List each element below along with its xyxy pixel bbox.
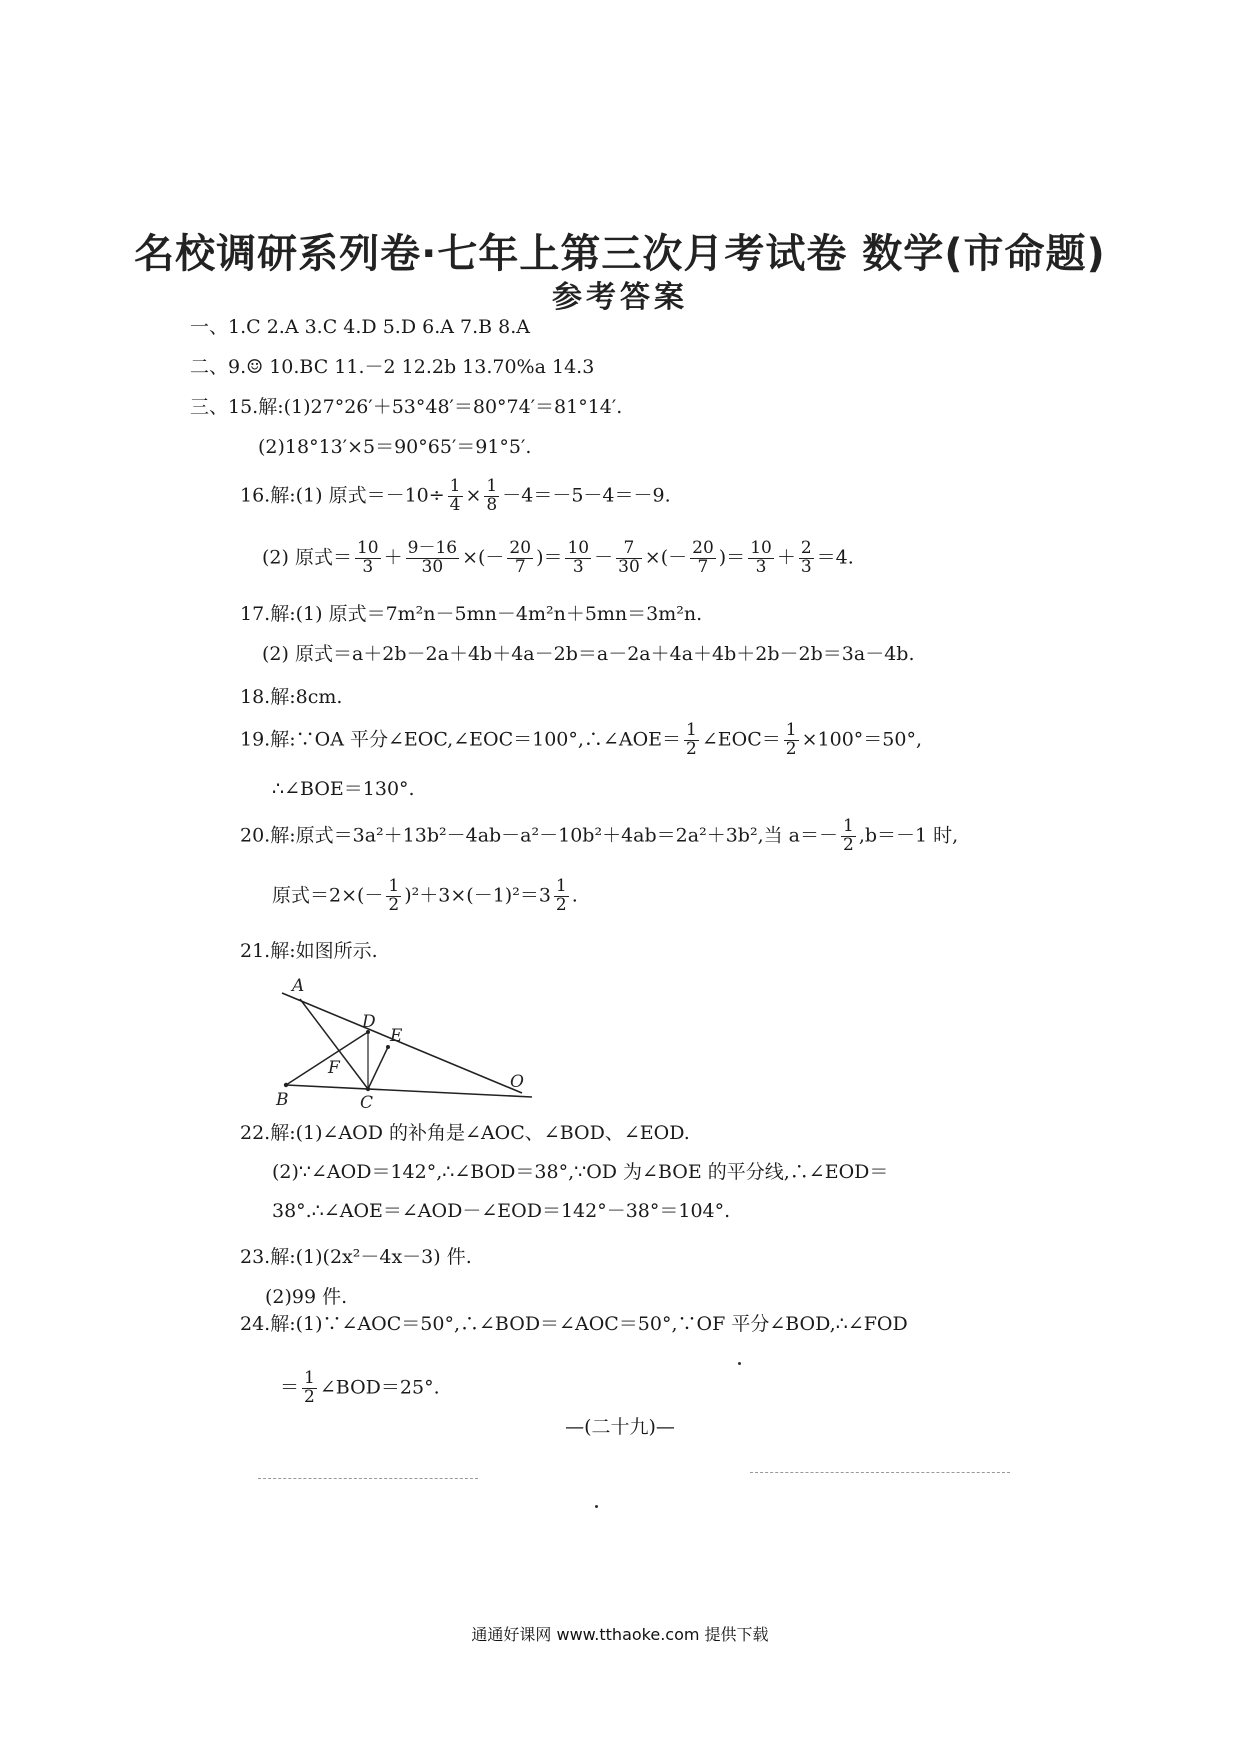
fraction-denominator: 3: [800, 556, 812, 577]
fraction: [565, 540, 591, 577]
label-c: C: [360, 1093, 374, 1110]
answer-q23-part1: 23.解:(1)(2x²－4x－3) 件.: [240, 1246, 472, 1268]
q20-2-text-b: )²＋3×(－1)²＝3: [404, 884, 551, 907]
fraction-numerator: 10: [356, 538, 379, 558]
fraction-numerator: 1: [842, 816, 854, 836]
answer-q21: 21.解:如图所示.: [240, 940, 378, 962]
q20-2-text-a: 原式＝2×(－: [272, 884, 384, 907]
answer-q23-part2: (2)99 件.: [265, 1286, 348, 1308]
footer-credit: 通通好课网 www.tthaoke.com 提供下载: [471, 1625, 769, 1644]
fraction-numerator: 1: [449, 476, 461, 496]
scan-artifact-dot: [595, 1505, 598, 1508]
fraction-numerator: 1: [388, 876, 400, 896]
fraction-numerator: 9－16: [407, 538, 458, 558]
answer-section-2: 二、9.☺ 10.BC 11.－2 12.2b 13.70%a 14.3: [190, 356, 595, 378]
answer-q16-part1: [240, 478, 671, 515]
q16-2-text-i: ＝4.: [816, 546, 854, 569]
q16-1-text-c: －4＝－5－4＝－9.: [502, 484, 671, 507]
line-bd: [286, 1032, 368, 1085]
fraction-numerator: 1: [686, 720, 697, 740]
fraction-numerator: 20: [509, 538, 532, 558]
answer-q24-part2: [280, 1370, 440, 1407]
line-bo: [286, 1085, 532, 1097]
q24-text-b: ∠BOD＝25°.: [319, 1376, 440, 1399]
q16-1-text-b: ×: [465, 484, 482, 507]
fraction: [784, 722, 799, 759]
fraction-denominator: 30: [421, 556, 444, 577]
page-number: —(二十九)—: [565, 1416, 675, 1438]
fraction-numerator: 7: [616, 540, 642, 559]
answer-q19-part2: ∴∠BOE＝130°.: [272, 778, 415, 800]
fraction-numerator: 20: [692, 538, 714, 558]
answer-q16-part2: [262, 540, 854, 577]
q16-2-text-a: (2) 原式＝: [262, 546, 352, 569]
fraction: [448, 478, 463, 515]
fraction: [616, 540, 642, 577]
q19-text-b: ∠EOC＝: [701, 728, 781, 751]
answer-q22-part1: 22.解:(1)∠AOD 的补角是∠AOC、∠BOD、∠EOD.: [240, 1122, 690, 1144]
answer-q20-part1: [240, 818, 958, 855]
answer-q17-part1: 17.解:(1) 原式＝7m²n－5mn－4m²n＋5mn＝3m²n.: [240, 603, 703, 625]
q16-2-text-h: ＋: [776, 546, 796, 569]
scan-artifact-dot: [738, 1362, 741, 1365]
fraction-numerator: 1: [785, 720, 797, 740]
fraction-numerator: 1: [486, 476, 498, 496]
answer-q15-part2: (2)18°13′×5＝90°65′＝91°5′.: [258, 436, 532, 458]
q24-text-a: ＝: [280, 1376, 300, 1399]
fraction: [684, 722, 699, 759]
fraction: [799, 540, 814, 577]
answer-q20-part2: [272, 878, 578, 915]
fraction-denominator: 2: [304, 1386, 315, 1407]
label-o: O: [510, 1072, 524, 1092]
q19-text-a: 19.解:∵OA 平分∠EOC,∠EOC＝100°,∴∠AOE＝: [240, 728, 682, 751]
answer-q24-part1: 24.解:(1)∵∠AOC＝50°,∴∠BOD＝∠AOC＝50°,∵OF 平分∠BOD,∴∠FOD: [240, 1313, 908, 1335]
q16-1-text-a: 16.解:(1) 原式＝－10÷: [240, 484, 445, 507]
fraction-numerator: 1: [304, 1368, 315, 1388]
fraction: [484, 478, 499, 515]
fraction: [386, 878, 401, 915]
scan-artifact-line: [750, 1472, 1010, 1473]
q19-text-c: ×100°＝50°,: [801, 728, 922, 751]
fraction: [690, 540, 716, 577]
fraction-denominator: 4: [449, 494, 461, 515]
label-b: B: [276, 1090, 289, 1110]
label-e: E: [390, 1026, 403, 1046]
answer-q17-part2: (2) 原式＝a＋2b－2a＋4b＋4a－2b＝a－2a＋4a＋4b＋2b－2b＝3a－4b.: [262, 643, 915, 665]
fraction-denominator: 2: [555, 894, 567, 915]
label-d: D: [362, 1012, 376, 1032]
q16-2-text-b: ＋: [383, 546, 403, 569]
fraction-numerator: 10: [567, 538, 590, 558]
fraction-denominator: 2: [686, 738, 697, 759]
fraction-denominator: 3: [362, 556, 374, 577]
fraction-denominator: 2: [842, 834, 854, 855]
fraction: [355, 540, 381, 577]
q16-2-text-e: －: [594, 546, 614, 569]
fraction-denominator: 2: [785, 738, 797, 759]
fraction-denominator: 30: [618, 556, 640, 577]
answer-q18: 18.解:8cm.: [240, 686, 343, 708]
fraction-numerator: 1: [555, 876, 567, 896]
geometry-figure: [270, 975, 550, 1110]
scan-artifact-line: [258, 1478, 478, 1479]
label-a: A: [292, 976, 305, 996]
answer-q15-part1: 三、15.解:(1)27°26′＋53°48′＝80°74′＝81°14′.: [190, 396, 623, 418]
line-ce: [368, 1047, 388, 1089]
fraction-denominator: 7: [697, 556, 709, 577]
fraction-denominator: 7: [514, 556, 526, 577]
label-f: F: [328, 1058, 340, 1078]
answer-q22-part3: 38°.∴∠AOE＝∠AOD－∠EOD＝142°－38°＝104°.: [272, 1200, 731, 1222]
fraction-denominator: 3: [755, 556, 767, 577]
fraction-denominator: 3: [572, 556, 584, 577]
q16-2-text-f: ×(－: [644, 546, 688, 569]
point-c: [366, 1087, 370, 1091]
fraction: [841, 818, 856, 855]
q20-2-text-c: .: [571, 884, 578, 907]
fraction: [554, 878, 569, 915]
fraction: [302, 1370, 317, 1407]
q20-text-b: ,b＝－1 时,: [858, 824, 959, 847]
fraction-denominator: 2: [388, 894, 400, 915]
fraction-numerator: 10: [750, 538, 772, 558]
answer-q22-part2: (2)∵∠AOD＝142°,∴∠BOD＝38°,∵OD 为∠BOE 的平分线,∴∠EOD＝: [272, 1161, 889, 1183]
answer-q19-part1: [240, 722, 922, 759]
fraction: [748, 540, 774, 577]
fraction-denominator: 8: [486, 494, 498, 515]
q16-2-text-c: ×(－: [462, 546, 505, 569]
point-b: [284, 1083, 288, 1087]
q20-text-a: 20.解:原式＝3a²＋13b²－4ab－a²－10b²＋4ab＝2a²＋3b²,当 a＝－: [240, 824, 838, 847]
fraction: [507, 540, 533, 577]
q16-2-text-g: )＝: [718, 546, 746, 569]
answer-section-1: 一、1.C 2.A 3.C 4.D 5.D 6.A 7.B 8.A: [190, 316, 530, 338]
fraction: [406, 540, 459, 577]
q16-2-text-d: )＝: [536, 546, 563, 569]
page-subtitle: 参考答案: [552, 280, 688, 315]
page-title: 名校调研系列卷·七年上第三次月考试卷 数学(市命题): [134, 231, 1106, 277]
fraction-numerator: 2: [800, 538, 812, 558]
